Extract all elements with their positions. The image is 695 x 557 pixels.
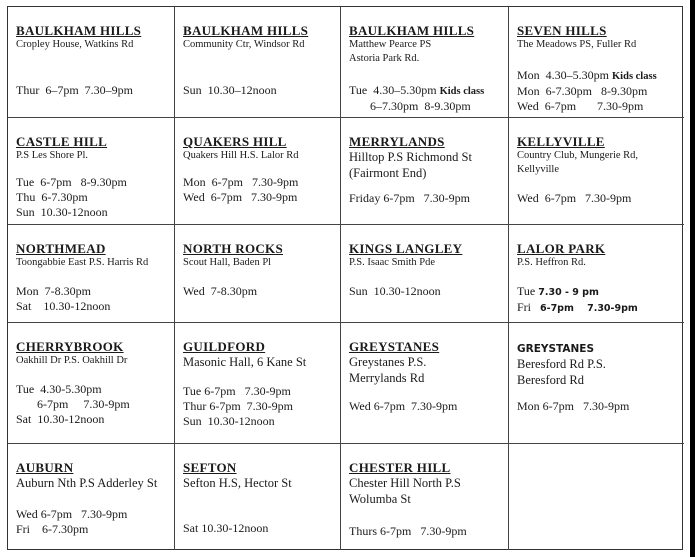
session-line: Wed 6-7pm 7.30-9pm: [517, 99, 644, 113]
session-day: Tue: [517, 284, 539, 298]
suburb-title: GUILDFORD: [183, 339, 266, 354]
venue-cell-seven-hills: [509, 7, 684, 118]
session-line: Mon 7-8.30pm: [16, 284, 91, 298]
session-times: Wed 6-7pm 7.30-9pm: [349, 399, 458, 413]
session-times: [16, 175, 127, 220]
venue-address: Sefton H.S, Hector St: [183, 476, 292, 490]
venue-cell-sefton: [175, 444, 341, 550]
suburb-title: GREYSTANES: [517, 343, 595, 355]
suburb-title: BAULKHAM HILLS: [183, 23, 309, 38]
session-line: Sun 10.30-12noon: [16, 205, 108, 219]
venue-cell-quakers-hill: [175, 118, 341, 225]
venue-address: Toongabbie East P.S. Harris Rd: [16, 257, 149, 268]
session-line: Fri 6-7.30pm: [16, 522, 89, 536]
session-times: Wed 6-7pm 7.30-9pm: [517, 191, 632, 205]
suburb-title: CHERRYBROOK: [16, 339, 124, 354]
suburb-title: KINGS LANGLEY: [349, 241, 463, 256]
venue-address: Greystanes P.S.: [349, 355, 427, 369]
session-times: [16, 507, 127, 537]
session-times: [16, 284, 110, 314]
session-times: [16, 382, 130, 427]
session-line: Thur 6-7pm 7.30-9pm: [183, 399, 293, 413]
venue-address: Country Club, Mungerie Rd,: [517, 150, 639, 161]
venue-cell-baulkham-hills-community: [175, 7, 341, 118]
venue-address-line2: Wolumba St: [349, 492, 411, 506]
session-line: Sat 10.30-12noon: [16, 412, 105, 426]
session-line: 6–7.30pm 8-9.30pm: [349, 99, 471, 113]
session-times: [349, 83, 484, 114]
suburb-title: MERRYLANDS: [349, 134, 445, 149]
venue-address: Oakhill Dr P.S. Oakhill Dr: [16, 355, 128, 366]
venue-cell-merrylands: [341, 118, 509, 225]
venue-cell-baulkham-hills-matthew-pearce: [341, 7, 509, 118]
kids-class-note: Kids class: [439, 86, 485, 97]
venue-cell-greystanes-beresford: [509, 323, 684, 444]
session-times: Wed 7-8.30pm: [183, 284, 258, 298]
suburb-title: CASTLE HILL: [16, 134, 108, 149]
venue-cell-chester-hill: [341, 444, 509, 550]
session-line: Wed 6-7pm 7.30-9pm: [183, 190, 298, 204]
suburb-title: BAULKHAM HILLS: [349, 23, 475, 38]
session-line: Tue 6-7pm 8-9.30pm: [16, 175, 127, 189]
venue-address: P.S Les Shore Pl.: [16, 150, 89, 161]
venue-address-line2: Merrylands Rd: [349, 371, 425, 385]
venue-address: P.S. Heffron Rd.: [517, 257, 586, 268]
session-line: Tue 6-7pm 7.30-9pm: [183, 384, 291, 398]
session-times: [183, 175, 298, 205]
venue-address: Quakers Hill H.S. Lalor Rd: [183, 150, 299, 161]
session-day: Fri: [517, 300, 541, 314]
venue-address-line2: Astoria Park Rd.: [349, 53, 420, 64]
session-time: 6-7pm 7.30-9pm: [540, 303, 638, 314]
kids-class-note: Kids class: [612, 71, 657, 82]
venue-address-line2: Beresford Rd: [517, 373, 584, 387]
venue-address: Community Ctr, Windsor Rd: [183, 39, 305, 50]
suburb-title: NORTH ROCKS: [183, 241, 283, 256]
suburb-title: SEFTON: [183, 460, 237, 475]
suburb-title: GREYSTANES: [349, 339, 440, 354]
venue-address: Masonic Hall, 6 Kane St: [183, 355, 307, 369]
suburb-title: LALOR PARK: [517, 241, 606, 256]
venue-address: The Meadows PS, Fuller Rd: [517, 39, 637, 50]
suburb-title: QUAKERS HILL: [183, 134, 287, 149]
session-times: [517, 68, 657, 114]
venue-cell-lalor-park: [509, 225, 684, 323]
session-times: [517, 284, 638, 316]
session-line: Wed 6-7pm 7.30-9pm: [16, 507, 128, 521]
venue-address: Scout Hall, Baden Pl: [183, 257, 272, 268]
venue-cell-auburn: [8, 444, 175, 550]
session-line: Sat 10.30-12noon: [16, 299, 111, 313]
suburb-title: BAULKHAM HILLS: [16, 23, 142, 38]
session-times: Thurs 6-7pm 7.30-9pm: [349, 524, 467, 538]
scan-edge-bar: [690, 0, 695, 557]
venue-address: Chester Hill North P.S: [349, 476, 461, 490]
venue-cell-greystanes-ps: [341, 323, 509, 444]
venue-cell-kings-langley: [341, 225, 509, 323]
venue-cell-castle-hill: [8, 118, 175, 225]
suburb-title: CHESTER HILL: [349, 460, 451, 475]
venue-cell-baulkham-hills-cropley: [8, 7, 175, 118]
session-times: Thur 6–7pm 7.30–9pm: [16, 83, 133, 97]
venue-address: Cropley House, Watkins Rd: [16, 39, 134, 50]
session-line: 6-7pm 7.30-9pm: [16, 397, 130, 411]
venue-address: Matthew Pearce PS: [349, 39, 432, 50]
venue-cell-guildford: [175, 323, 341, 444]
session-line: Tue 4.30-5.30pm: [16, 382, 102, 396]
venue-address: Auburn Nth P.S Adderley St: [16, 476, 158, 490]
venue-cell-cherrybrook: [8, 323, 175, 444]
venue-address-line2: Kellyville: [517, 164, 559, 175]
venue-cell-kellyville: [509, 118, 684, 225]
session-times: [183, 384, 293, 429]
session-times: Friday 6-7pm 7.30-9pm: [349, 191, 470, 205]
suburb-title: AUBURN: [16, 460, 74, 475]
session-line: Mon 4.30–5.30pm: [517, 68, 613, 82]
venue-address: P.S. Isaac Smith Pde: [349, 257, 436, 268]
session-time: 7.30 - 9 pm: [538, 287, 599, 298]
venue-address-line2: (Fairmont End): [349, 166, 427, 180]
session-line: Tue 4.30–5.30pm: [349, 83, 440, 97]
session-times: Sat 10.30-12noon: [183, 521, 269, 535]
venue-timetable-grid: [7, 6, 683, 550]
suburb-title: NORTHMEAD: [16, 241, 106, 256]
session-line: Mon 6-7.30pm 8-9.30pm: [517, 84, 648, 98]
session-line: Sun 10.30-12noon: [183, 414, 275, 428]
venue-cell-empty: [509, 444, 684, 550]
session-times: Sun 10.30-12noon: [349, 284, 441, 298]
venue-cell-northmead: [8, 225, 175, 323]
venue-cell-north-rocks: [175, 225, 341, 323]
session-times: Mon 6-7pm 7.30-9pm: [517, 399, 630, 413]
venue-address: Beresford Rd P.S.: [517, 357, 606, 371]
suburb-title: SEVEN HILLS: [517, 23, 607, 38]
suburb-title: KELLYVILLE: [517, 134, 605, 149]
session-times: Sun 10.30–12noon: [183, 83, 277, 97]
session-line: Mon 6-7pm 7.30-9pm: [183, 175, 299, 189]
venue-address: Hilltop P.S Richmond St: [349, 150, 472, 164]
session-line: Thu 6-7.30pm: [16, 190, 88, 204]
